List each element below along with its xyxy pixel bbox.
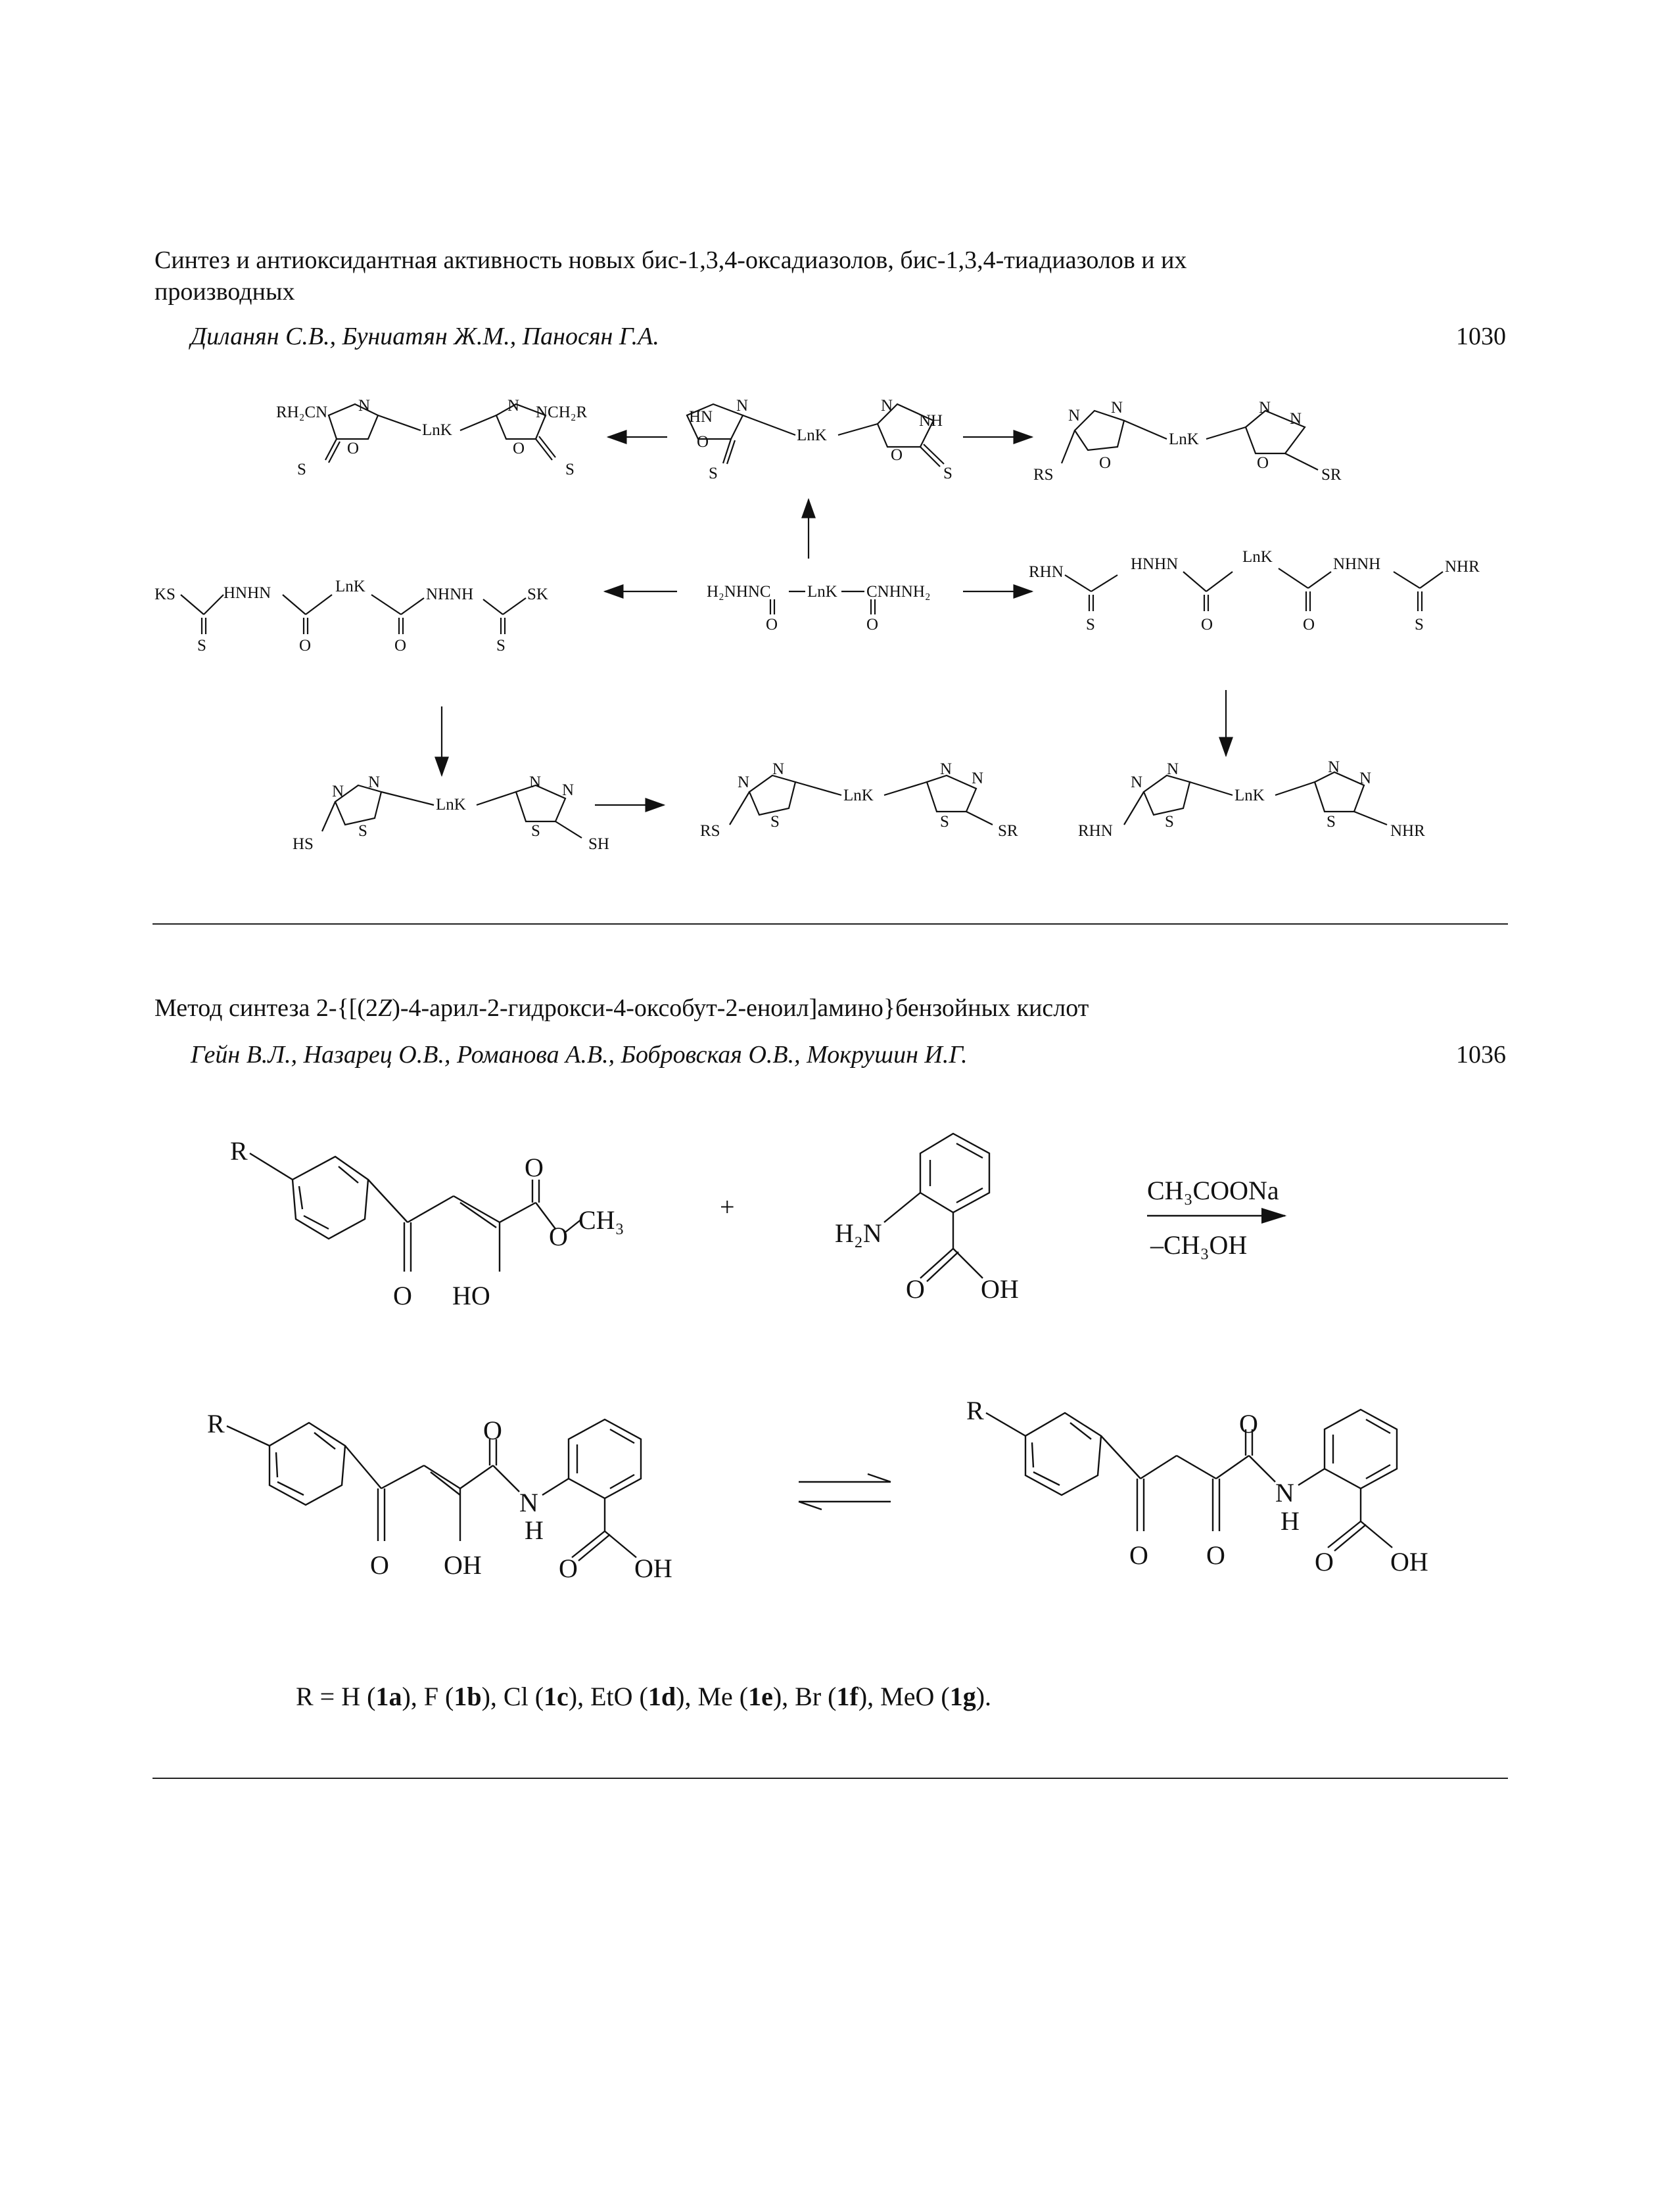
svg-text:S: S [565, 461, 575, 478]
svg-text:OH: OH [444, 1550, 482, 1580]
svg-text:O: O [549, 1222, 568, 1251]
svg-text:O: O [513, 440, 525, 457]
svg-text:O: O [559, 1554, 578, 1583]
svg-text:N: N [529, 773, 542, 791]
oxd-hn: HN [689, 408, 713, 426]
svg-text:S: S [1086, 616, 1095, 634]
svg-text:N: N [881, 397, 893, 415]
svg-text:S: S [297, 461, 306, 478]
svg-text:NHR: NHR [1390, 822, 1425, 840]
svg-text:LnK: LnK [1169, 430, 1199, 448]
svg-text:HNHN: HNHN [1131, 555, 1179, 573]
svg-text:N: N [1167, 760, 1179, 778]
svg-text:R: R [966, 1396, 984, 1425]
svg-text:H: H [1281, 1506, 1300, 1536]
article1-title [154, 244, 1403, 308]
svg-text:N: N [1131, 773, 1143, 791]
svg-text:NH: NH [919, 412, 943, 430]
svg-text:HO: HO [452, 1281, 490, 1310]
svg-text:RS: RS [1033, 466, 1054, 484]
svg-text:R: R [230, 1136, 248, 1166]
svg-text:SR: SR [998, 822, 1018, 840]
svg-text:N: N [1111, 399, 1123, 417]
svg-text:O: O [1315, 1547, 1334, 1577]
svg-text:LnK: LnK [807, 583, 837, 601]
svg-text:S: S [770, 813, 780, 831]
article1-page-number: 1030 [1456, 323, 1506, 350]
svg-text:HS: HS [293, 835, 314, 853]
article1-title-line2: производных [154, 278, 295, 306]
divider-2 [153, 1778, 1508, 1779]
svg-text:NHNH: NHNH [426, 586, 474, 603]
svg-text:O: O [866, 616, 879, 634]
svg-text:–CH₃OH: –CH₃OH [1150, 1230, 1248, 1260]
article2-title [154, 992, 1403, 1024]
svg-text:H: H [525, 1515, 544, 1545]
svg-text:LnK: LnK [422, 421, 452, 439]
svg-text:N: N [562, 781, 575, 799]
svg-text:NHR: NHR [1445, 558, 1480, 576]
svg-text:O: O [1201, 616, 1213, 634]
svg-text:O: O [697, 433, 709, 451]
svg-text:O: O [1257, 454, 1269, 472]
article2-title-prefix: Метод синтеза 2-{[(2 [154, 994, 379, 1022]
svg-text:H₂N: H₂N [835, 1218, 882, 1248]
bis-thiadiazole-nhr [1078, 758, 1425, 840]
mannich-bis-oxadiazole [276, 397, 587, 478]
svg-text:CH₃: CH₃ [578, 1205, 624, 1235]
svg-text:S: S [197, 637, 206, 655]
scheme-bis-oxadiazoles-thiadiazoles [0, 368, 1669, 894]
svg-text:N: N [738, 773, 750, 791]
svg-text:NHNH: NHNH [1333, 555, 1381, 573]
bis-thiadiazole-sr [700, 760, 1018, 840]
svg-text:LnK: LnK [1242, 548, 1273, 566]
svg-text:N: N [972, 770, 984, 787]
svg-text:O: O [525, 1153, 544, 1182]
product-enol-form [207, 1409, 672, 1583]
product-keto-form [966, 1396, 1428, 1577]
dihydrazide [707, 583, 931, 634]
svg-text:N: N [772, 760, 785, 778]
article1-authors: Диланян С.В., Буниатян Ж.М., Паносян Г.А. [191, 323, 659, 350]
svg-text:O: O [393, 1281, 412, 1310]
svg-text:H₂NHNC: H₂NHNC [707, 583, 771, 601]
svg-text:S: S [358, 822, 367, 840]
article2-title-z: Z [378, 994, 392, 1022]
article2-title-suffix: )-4-арил-2-гидрокси-4-оксобут-2-еноил]амино}бензойных кислот [392, 994, 1089, 1022]
svg-text:N: N [1068, 407, 1081, 425]
svg-text:S: S [709, 465, 718, 482]
svg-text:O: O [394, 637, 407, 655]
svg-text:N: N [332, 783, 344, 800]
svg-text:O: O [483, 1416, 502, 1445]
svg-text:OH: OH [634, 1554, 672, 1583]
svg-text:O: O [1129, 1540, 1148, 1570]
scheme-aroylpyruvate-anthranilic [0, 1104, 1669, 1656]
svg-text:RHN: RHN [1029, 563, 1064, 581]
svg-text:S: S [496, 637, 505, 655]
svg-text:N: N [1290, 410, 1302, 428]
svg-text:S: S [943, 465, 952, 482]
svg-text:N: N [1328, 758, 1340, 776]
plus-sign: + [720, 1192, 735, 1222]
article2-page-number: 1036 [1456, 1041, 1506, 1069]
svg-text:LnK: LnK [843, 787, 874, 804]
svg-text:O: O [1239, 1409, 1258, 1439]
svg-text:N: N [358, 397, 371, 415]
svg-text:NCH₂R: NCH₂R [536, 403, 588, 421]
r-substituent-definition: R = H (1a), F (1b), Cl (1c), EtO (1d), Me (1e), Br (1f), MeO (1g). [296, 1682, 992, 1711]
equilibrium-arrows [799, 1474, 891, 1509]
svg-text:N: N [368, 773, 381, 791]
svg-text:OH: OH [981, 1274, 1019, 1304]
svg-text:HNHN: HNHN [223, 584, 271, 602]
svg-text:R: R [207, 1409, 225, 1439]
svg-text:N: N [519, 1488, 538, 1517]
divider-1 [153, 923, 1508, 925]
svg-text:S: S [531, 822, 540, 840]
svg-text:N: N [1275, 1478, 1294, 1508]
svg-text:O: O [299, 637, 312, 655]
svg-text:N: N [940, 760, 952, 778]
svg-text:O: O [370, 1550, 389, 1580]
svg-text:O: O [347, 440, 360, 457]
svg-text:S: S [940, 813, 949, 831]
article1-title-line1: Синтез и антиоксидантная активность новых бис-1,3,4-оксадиазолов, бис-1,3,4-тиадиазолов и их [154, 246, 1187, 274]
svg-text:OH: OH [1390, 1547, 1428, 1577]
svg-text:S: S [1165, 813, 1174, 831]
svg-text:RS: RS [700, 822, 720, 840]
svg-text:O: O [906, 1274, 925, 1304]
bis-thiadiazole-sh [293, 773, 609, 853]
methyl-aroylpyruvate [230, 1136, 624, 1310]
svg-text:KS: KS [154, 586, 176, 603]
article2-authors: Гейн В.Л., Назарец О.В., Романова А.В., Бобровская О.В., Мокрушин И.Г. [191, 1041, 968, 1069]
bis-oxadiazole-sr [1033, 399, 1342, 484]
svg-text:N: N [1259, 399, 1271, 417]
svg-text:LnK: LnK [335, 578, 365, 595]
svg-text:SH: SH [588, 835, 609, 853]
bis-thiosemicarbazide [1029, 548, 1480, 634]
svg-text:O: O [1206, 1540, 1225, 1570]
svg-text:N: N [507, 397, 520, 415]
svg-text:O: O [891, 446, 903, 464]
svg-text:RHN: RHN [1078, 822, 1113, 840]
svg-text:O: O [1303, 616, 1315, 634]
anthranilic-acid [835, 1134, 1019, 1304]
svg-text:O: O [1099, 454, 1112, 472]
svg-text:CNHNH₂: CNHNH₂ [866, 583, 931, 601]
svg-text:LnK: LnK [436, 796, 466, 814]
svg-text:N: N [1359, 770, 1372, 787]
svg-text:O: O [766, 616, 778, 634]
svg-text:LnK: LnK [1234, 787, 1265, 804]
svg-text:LnK: LnK [797, 426, 827, 444]
bis-oxadiazole-thione [687, 397, 952, 482]
svg-text:S: S [1415, 616, 1424, 634]
reaction-arrow [1147, 1176, 1285, 1260]
svg-text:SR: SR [1321, 466, 1342, 484]
bis-dithiocarbazate [154, 578, 548, 655]
svg-text:SK: SK [527, 586, 548, 603]
svg-text:S: S [1327, 813, 1336, 831]
svg-text:CH₃COONa: CH₃COONa [1147, 1176, 1279, 1205]
svg-text:RH₂CN: RH₂CN [276, 403, 328, 421]
svg-text:N: N [736, 397, 749, 415]
